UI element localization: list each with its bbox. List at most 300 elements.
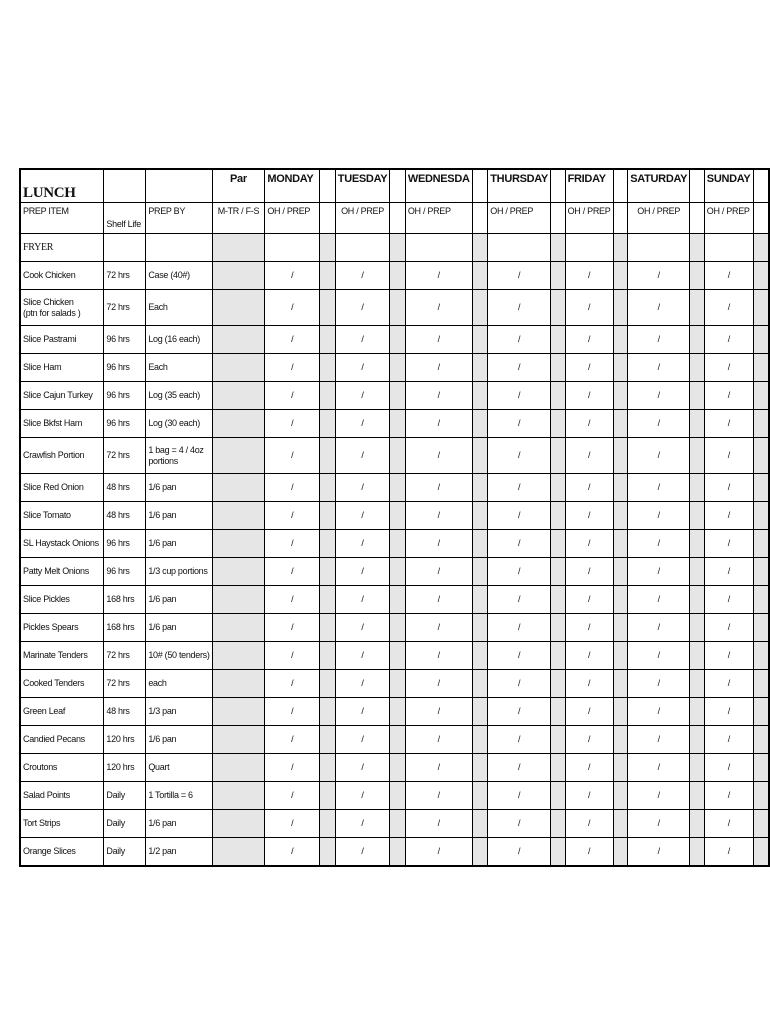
oh-prep-cell-saturday[interactable]: / — [628, 670, 690, 698]
oh-prep-cell-saturday[interactable]: / — [628, 754, 690, 782]
oh-prep-cell-wednesday[interactable]: / — [405, 726, 472, 754]
shade-cell — [690, 614, 705, 642]
blank-cell — [753, 203, 769, 234]
par-cell[interactable] — [212, 410, 265, 438]
oh-prep-cell-monday[interactable]: / — [265, 474, 320, 502]
oh-prep-cell-monday[interactable]: / — [265, 782, 320, 810]
section-row-fryer — [20, 234, 769, 262]
shade-cell — [613, 474, 628, 502]
shade-cell — [390, 670, 406, 698]
oh-prep-cell-sunday[interactable]: / — [704, 382, 753, 410]
oh-prep-cell-thursday[interactable]: / — [488, 438, 551, 474]
oh-prep-cell-sunday[interactable]: / — [704, 642, 753, 670]
par-cell[interactable] — [212, 530, 265, 558]
oh-prep-cell-tuesday[interactable]: / — [335, 326, 389, 354]
oh-prep-cell-tuesday[interactable]: / — [335, 782, 389, 810]
oh-prep-cell-saturday[interactable]: / — [628, 782, 690, 810]
oh-prep-cell-monday[interactable]: / — [265, 670, 320, 698]
oh-prep-subheader-sunday: OH / PREP — [704, 203, 753, 234]
day-cell[interactable] — [335, 234, 389, 262]
oh-prep-cell-wednesday[interactable]: / — [405, 410, 472, 438]
shade-cell — [472, 234, 488, 262]
par-cell[interactable] — [212, 558, 265, 586]
shade-cell — [613, 438, 628, 474]
prep-item-cell: Cooked Tenders — [20, 670, 104, 698]
shade-cell — [550, 782, 565, 810]
par-cell[interactable] — [212, 382, 265, 410]
shade-cell — [550, 530, 565, 558]
prep-by-cell: Log (30 each) — [146, 410, 212, 438]
shade-cell — [753, 642, 769, 670]
shade-cell — [472, 474, 488, 502]
oh-prep-cell-friday[interactable]: / — [565, 726, 613, 754]
par-cell[interactable] — [212, 502, 265, 530]
oh-prep-cell-monday[interactable]: / — [265, 410, 320, 438]
oh-prep-cell-tuesday[interactable]: / — [335, 586, 389, 614]
shade-cell — [690, 290, 705, 326]
shade-cell — [320, 642, 336, 670]
oh-prep-cell-monday[interactable]: / — [265, 810, 320, 838]
oh-prep-cell-tuesday[interactable]: / — [335, 614, 389, 642]
oh-prep-cell-wednesday[interactable]: / — [405, 698, 472, 726]
oh-prep-cell-monday[interactable]: / — [265, 262, 320, 290]
oh-prep-cell-tuesday[interactable]: / — [335, 438, 389, 474]
shade-cell — [320, 262, 336, 290]
table-row — [20, 290, 769, 326]
oh-prep-cell-tuesday[interactable]: / — [335, 474, 389, 502]
prep-item-cell: Marinate Tenders — [20, 642, 104, 670]
oh-prep-cell-tuesday[interactable]: / — [335, 262, 389, 290]
shade-cell — [390, 782, 406, 810]
shade-cell — [613, 354, 628, 382]
oh-prep-cell-monday[interactable]: / — [265, 586, 320, 614]
oh-prep-cell-saturday[interactable]: / — [628, 530, 690, 558]
oh-prep-cell-tuesday[interactable]: / — [335, 698, 389, 726]
oh-prep-cell-thursday[interactable]: / — [488, 326, 551, 354]
shade-cell — [613, 614, 628, 642]
shade-cell — [613, 698, 628, 726]
prep-by-cell: Each — [146, 290, 212, 326]
par-cell[interactable] — [212, 262, 265, 290]
shade-cell — [550, 586, 565, 614]
oh-prep-cell-monday[interactable]: / — [265, 382, 320, 410]
shelf-life-header: Shelf Life — [104, 203, 146, 234]
oh-prep-cell-sunday[interactable]: / — [704, 838, 753, 866]
oh-prep-cell-thursday[interactable]: / — [488, 382, 551, 410]
oh-prep-cell-monday[interactable]: / — [265, 754, 320, 782]
shelf-life-cell: 168 hrs — [104, 586, 146, 614]
shade-cell — [613, 642, 628, 670]
prep-by-cell: Quart — [146, 754, 212, 782]
blank-cell — [472, 169, 488, 203]
oh-prep-cell-wednesday[interactable]: / — [405, 474, 472, 502]
shade-cell — [753, 726, 769, 754]
oh-prep-cell-monday[interactable]: / — [265, 838, 320, 866]
par-cell[interactable] — [212, 438, 265, 474]
shelf-life-cell: 168 hrs — [104, 614, 146, 642]
prep-by-cell: Case (40#) — [146, 262, 212, 290]
par-cell[interactable] — [212, 586, 265, 614]
oh-prep-cell-friday[interactable]: / — [565, 586, 613, 614]
shade-cell — [390, 754, 406, 782]
oh-prep-cell-friday[interactable]: / — [565, 262, 613, 290]
shade-cell — [753, 326, 769, 354]
oh-prep-cell-saturday[interactable]: / — [628, 290, 690, 326]
shade-cell — [753, 530, 769, 558]
shade-cell — [320, 502, 336, 530]
oh-prep-cell-wednesday[interactable]: / — [405, 502, 472, 530]
shade-cell — [472, 382, 488, 410]
shade-cell — [753, 810, 769, 838]
oh-prep-cell-friday[interactable]: / — [565, 810, 613, 838]
shade-cell — [613, 234, 628, 262]
prep-by-header: PREP BY — [146, 203, 212, 234]
prep-item-header: PREP ITEM — [20, 203, 104, 234]
oh-prep-cell-thursday[interactable]: / — [488, 838, 551, 866]
oh-prep-cell-thursday[interactable]: / — [488, 586, 551, 614]
oh-prep-cell-wednesday[interactable]: / — [405, 290, 472, 326]
shelf-life-cell: 96 hrs — [104, 382, 146, 410]
oh-prep-cell-thursday[interactable]: / — [488, 502, 551, 530]
shade-cell — [472, 502, 488, 530]
section-label: FRYER — [20, 234, 104, 262]
shade-cell — [753, 502, 769, 530]
oh-prep-cell-monday[interactable]: / — [265, 530, 320, 558]
oh-prep-cell-thursday[interactable]: / — [488, 474, 551, 502]
shade-cell — [690, 754, 705, 782]
oh-prep-cell-sunday[interactable]: / — [704, 262, 753, 290]
oh-prep-cell-sunday[interactable]: / — [704, 670, 753, 698]
oh-prep-cell-friday[interactable]: / — [565, 438, 613, 474]
oh-prep-cell-saturday[interactable]: / — [628, 438, 690, 474]
shade-cell — [690, 410, 705, 438]
shade-cell — [550, 642, 565, 670]
oh-prep-cell-saturday[interactable]: / — [628, 474, 690, 502]
par-cell[interactable] — [212, 234, 265, 262]
oh-prep-cell-friday[interactable]: / — [565, 838, 613, 866]
oh-prep-cell-wednesday[interactable]: / — [405, 754, 472, 782]
oh-prep-cell-friday[interactable]: / — [565, 698, 613, 726]
shade-cell — [390, 354, 406, 382]
oh-prep-cell-thursday[interactable]: / — [488, 290, 551, 326]
par-cell[interactable] — [212, 670, 265, 698]
oh-prep-cell-sunday[interactable]: / — [704, 558, 753, 586]
shade-cell — [390, 290, 406, 326]
oh-prep-cell-friday[interactable]: / — [565, 530, 613, 558]
oh-prep-cell-thursday[interactable]: / — [488, 410, 551, 438]
oh-prep-cell-thursday[interactable]: / — [488, 642, 551, 670]
oh-prep-cell-sunday[interactable]: / — [704, 326, 753, 354]
oh-prep-cell-sunday[interactable]: / — [704, 354, 753, 382]
oh-prep-cell-tuesday[interactable]: / — [335, 410, 389, 438]
oh-prep-cell-monday[interactable]: / — [265, 642, 320, 670]
oh-prep-cell-friday[interactable]: / — [565, 502, 613, 530]
prep-item-cell: Patty Melt Onions — [20, 558, 104, 586]
oh-prep-cell-wednesday[interactable]: / — [405, 586, 472, 614]
par-cell[interactable] — [212, 726, 265, 754]
oh-prep-cell-sunday[interactable]: / — [704, 586, 753, 614]
table-row — [20, 558, 769, 586]
shade-cell — [472, 438, 488, 474]
prep-item-cell: Slice Ham — [20, 354, 104, 382]
oh-prep-subheader-tuesday: OH / PREP — [335, 203, 389, 234]
shade-cell — [390, 530, 406, 558]
oh-prep-cell-saturday[interactable]: / — [628, 810, 690, 838]
blank-cell — [472, 203, 488, 234]
oh-prep-cell-thursday[interactable]: / — [488, 726, 551, 754]
oh-prep-cell-friday[interactable]: / — [565, 642, 613, 670]
oh-prep-cell-monday[interactable]: / — [265, 354, 320, 382]
day-cell[interactable] — [628, 234, 690, 262]
shade-cell — [472, 326, 488, 354]
oh-prep-cell-friday[interactable]: / — [565, 410, 613, 438]
oh-prep-cell-tuesday[interactable]: / — [335, 754, 389, 782]
par-cell[interactable] — [212, 642, 265, 670]
oh-prep-cell-saturday[interactable]: / — [628, 838, 690, 866]
oh-prep-cell-wednesday[interactable]: / — [405, 558, 472, 586]
shade-cell — [550, 810, 565, 838]
blank-cell — [550, 203, 565, 234]
oh-prep-cell-wednesday[interactable]: / — [405, 782, 472, 810]
oh-prep-cell-monday[interactable]: / — [265, 698, 320, 726]
oh-prep-cell-thursday[interactable]: / — [488, 670, 551, 698]
table-row — [20, 726, 769, 754]
oh-prep-cell-sunday[interactable]: / — [704, 438, 753, 474]
oh-prep-cell-friday[interactable]: / — [565, 290, 613, 326]
oh-prep-cell-thursday[interactable]: / — [488, 698, 551, 726]
prep-item-cell: Slice Pastrami — [20, 326, 104, 354]
oh-prep-subheader-saturday: OH / PREP — [628, 203, 690, 234]
shade-cell — [753, 474, 769, 502]
oh-prep-cell-saturday[interactable]: / — [628, 558, 690, 586]
oh-prep-cell-saturday[interactable]: / — [628, 502, 690, 530]
shelf-life-cell: Daily — [104, 838, 146, 866]
shade-cell — [753, 290, 769, 326]
prep-item-cell: Candied Pecans — [20, 726, 104, 754]
oh-prep-cell-monday[interactable]: / — [265, 614, 320, 642]
shade-cell — [472, 838, 488, 866]
oh-prep-cell-wednesday[interactable]: / — [405, 382, 472, 410]
prep-by-cell: 1 Tortilla = 6 — [146, 782, 212, 810]
oh-prep-cell-sunday[interactable]: / — [704, 410, 753, 438]
shade-cell — [690, 262, 705, 290]
oh-prep-cell-sunday[interactable]: / — [704, 726, 753, 754]
oh-prep-cell-friday[interactable]: / — [565, 354, 613, 382]
shade-cell — [390, 502, 406, 530]
shade-cell — [613, 838, 628, 866]
oh-prep-cell-wednesday[interactable]: / — [405, 438, 472, 474]
oh-prep-cell-sunday[interactable]: / — [704, 810, 753, 838]
par-cell[interactable] — [212, 838, 265, 866]
oh-prep-cell-wednesday[interactable]: / — [405, 838, 472, 866]
par-cell[interactable] — [212, 474, 265, 502]
oh-prep-cell-monday[interactable]: / — [265, 438, 320, 474]
prep-item-cell: Cook Chicken — [20, 262, 104, 290]
oh-prep-cell-thursday[interactable]: / — [488, 558, 551, 586]
oh-prep-cell-saturday[interactable]: / — [628, 262, 690, 290]
prep-by-cell: 1 bag = 4 / 4oz portions — [146, 438, 212, 474]
oh-prep-cell-saturday[interactable]: / — [628, 326, 690, 354]
prep-by-cell: 1/6 pan — [146, 586, 212, 614]
oh-prep-cell-thursday[interactable]: / — [488, 262, 551, 290]
blank-cell — [146, 234, 212, 262]
shade-cell — [690, 586, 705, 614]
shade-cell — [550, 262, 565, 290]
oh-prep-cell-wednesday[interactable]: / — [405, 614, 472, 642]
oh-prep-cell-friday[interactable]: / — [565, 382, 613, 410]
shade-cell — [550, 726, 565, 754]
oh-prep-cell-thursday[interactable]: / — [488, 754, 551, 782]
oh-prep-cell-friday[interactable]: / — [565, 614, 613, 642]
oh-prep-cell-sunday[interactable]: / — [704, 614, 753, 642]
shelf-life-cell: 48 hrs — [104, 502, 146, 530]
shade-cell — [550, 410, 565, 438]
shade-cell — [613, 726, 628, 754]
oh-prep-cell-saturday[interactable]: / — [628, 410, 690, 438]
par-cell[interactable] — [212, 698, 265, 726]
oh-prep-cell-tuesday[interactable]: / — [335, 502, 389, 530]
oh-prep-cell-wednesday[interactable]: / — [405, 530, 472, 558]
shade-cell — [753, 838, 769, 866]
table-row — [20, 810, 769, 838]
shade-cell — [550, 670, 565, 698]
oh-prep-cell-saturday[interactable]: / — [628, 586, 690, 614]
shade-cell — [753, 670, 769, 698]
oh-prep-cell-saturday[interactable]: / — [628, 698, 690, 726]
shade-cell — [390, 474, 406, 502]
oh-prep-cell-saturday[interactable]: / — [628, 614, 690, 642]
shade-cell — [753, 754, 769, 782]
oh-prep-cell-sunday[interactable]: / — [704, 530, 753, 558]
oh-prep-cell-thursday[interactable]: / — [488, 530, 551, 558]
shade-cell — [472, 726, 488, 754]
oh-prep-cell-monday[interactable]: / — [265, 726, 320, 754]
oh-prep-cell-saturday[interactable]: / — [628, 382, 690, 410]
oh-prep-cell-wednesday[interactable]: / — [405, 670, 472, 698]
par-cell[interactable] — [212, 326, 265, 354]
table-row — [20, 502, 769, 530]
shade-cell — [613, 754, 628, 782]
day-cell[interactable] — [488, 234, 551, 262]
oh-prep-cell-thursday[interactable]: / — [488, 810, 551, 838]
oh-prep-cell-friday[interactable]: / — [565, 754, 613, 782]
shade-cell — [390, 586, 406, 614]
shade-cell — [753, 586, 769, 614]
shade-cell — [690, 698, 705, 726]
prep-by-cell: 10# (50 tenders) — [146, 642, 212, 670]
par-cell[interactable] — [212, 354, 265, 382]
oh-prep-cell-sunday[interactable]: / — [704, 754, 753, 782]
oh-prep-cell-tuesday[interactable]: / — [335, 290, 389, 326]
shade-cell — [472, 558, 488, 586]
table-row — [20, 530, 769, 558]
shelf-life-cell: 72 hrs — [104, 262, 146, 290]
header-row — [20, 169, 769, 203]
blank-cell — [390, 203, 406, 234]
oh-prep-cell-tuesday[interactable]: / — [335, 670, 389, 698]
oh-prep-cell-thursday[interactable]: / — [488, 354, 551, 382]
oh-prep-cell-monday[interactable]: / — [265, 326, 320, 354]
prep-item-cell: Slice Bkfst Ham — [20, 410, 104, 438]
oh-prep-cell-wednesday[interactable]: / — [405, 354, 472, 382]
oh-prep-cell-wednesday[interactable]: / — [405, 642, 472, 670]
day-header-wednesday: WEDNESDA — [405, 169, 472, 203]
oh-prep-cell-sunday[interactable]: / — [704, 782, 753, 810]
shade-cell — [550, 234, 565, 262]
prep-item-cell: Salad Points — [20, 782, 104, 810]
oh-prep-cell-sunday[interactable]: / — [704, 502, 753, 530]
shade-cell — [753, 698, 769, 726]
oh-prep-cell-friday[interactable]: / — [565, 474, 613, 502]
par-cell[interactable] — [212, 290, 265, 326]
shade-cell — [472, 642, 488, 670]
oh-prep-cell-friday[interactable]: / — [565, 782, 613, 810]
oh-prep-cell-sunday[interactable]: / — [704, 698, 753, 726]
shelf-life-cell: 72 hrs — [104, 642, 146, 670]
shade-cell — [690, 530, 705, 558]
oh-prep-cell-thursday[interactable]: / — [488, 614, 551, 642]
oh-prep-cell-wednesday[interactable]: / — [405, 810, 472, 838]
oh-prep-cell-wednesday[interactable]: / — [405, 262, 472, 290]
day-cell[interactable] — [265, 234, 320, 262]
oh-prep-cell-monday[interactable]: / — [265, 502, 320, 530]
shade-cell — [472, 290, 488, 326]
oh-prep-cell-sunday[interactable]: / — [704, 290, 753, 326]
day-cell[interactable] — [565, 234, 613, 262]
oh-prep-cell-tuesday[interactable]: / — [335, 838, 389, 866]
shade-cell — [613, 670, 628, 698]
oh-prep-cell-tuesday[interactable]: / — [335, 558, 389, 586]
oh-prep-cell-saturday[interactable]: / — [628, 726, 690, 754]
table-row — [20, 754, 769, 782]
oh-prep-cell-sunday[interactable]: / — [704, 474, 753, 502]
par-cell[interactable] — [212, 614, 265, 642]
shade-cell — [550, 614, 565, 642]
oh-prep-cell-tuesday[interactable]: / — [335, 354, 389, 382]
shelf-life-cell: 120 hrs — [104, 726, 146, 754]
prep-item-cell: Pickles Spears — [20, 614, 104, 642]
oh-prep-cell-saturday[interactable]: / — [628, 354, 690, 382]
shade-cell — [753, 382, 769, 410]
shade-cell — [613, 586, 628, 614]
table-row — [20, 354, 769, 382]
oh-prep-cell-tuesday[interactable]: / — [335, 642, 389, 670]
oh-prep-cell-wednesday[interactable]: / — [405, 326, 472, 354]
oh-prep-cell-tuesday[interactable]: / — [335, 726, 389, 754]
oh-prep-cell-friday[interactable]: / — [565, 670, 613, 698]
shade-cell — [690, 502, 705, 530]
oh-prep-cell-tuesday[interactable]: / — [335, 382, 389, 410]
oh-prep-cell-friday[interactable]: / — [565, 326, 613, 354]
par-cell[interactable] — [212, 754, 265, 782]
shade-cell — [690, 382, 705, 410]
shade-cell — [613, 558, 628, 586]
oh-prep-cell-monday[interactable]: / — [265, 558, 320, 586]
oh-prep-cell-friday[interactable]: / — [565, 558, 613, 586]
day-header-tuesday: TUESDAY — [335, 169, 389, 203]
day-cell[interactable] — [704, 234, 753, 262]
oh-prep-cell-tuesday[interactable]: / — [335, 810, 389, 838]
par-cell[interactable] — [212, 782, 265, 810]
oh-prep-cell-tuesday[interactable]: / — [335, 530, 389, 558]
oh-prep-cell-thursday[interactable]: / — [488, 782, 551, 810]
day-header-monday: MONDAY — [265, 169, 320, 203]
table-row — [20, 262, 769, 290]
day-cell[interactable] — [405, 234, 472, 262]
oh-prep-cell-saturday[interactable]: / — [628, 642, 690, 670]
oh-prep-cell-monday[interactable]: / — [265, 290, 320, 326]
par-cell[interactable] — [212, 810, 265, 838]
